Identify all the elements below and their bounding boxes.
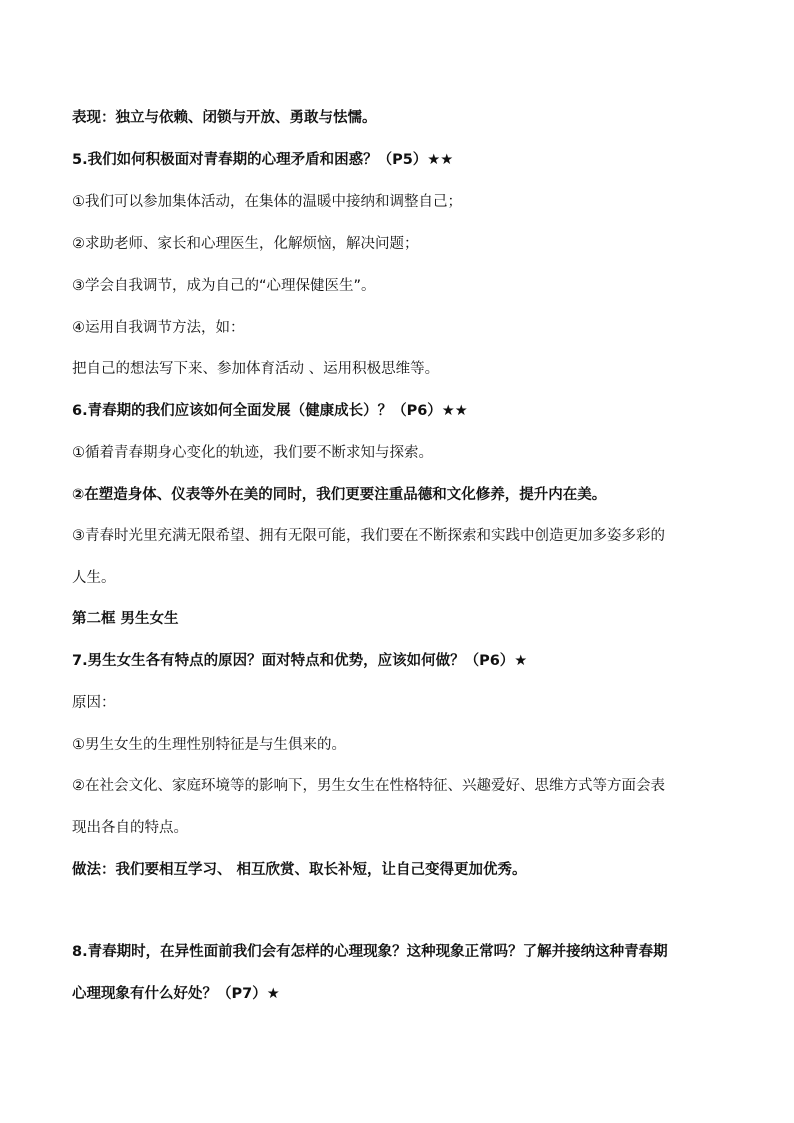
reason-item-2: ②在社会文化、家庭环境等的影响下，男生女生在性格特征、兴趣爱好、思维方式等方面会表	[72, 778, 665, 794]
reason-label: 原因：	[72, 695, 116, 711]
question-7-heading: 7.男生女生各有特点的原因？面对特点和优势，应该如何做？（P6）★	[72, 653, 528, 669]
expression-line: 表现：独立与依赖、闭锁与开放、勇敢与怯懦。	[72, 110, 377, 126]
question-8-heading-cont: 心理现象有什么好处？（P7）★	[72, 986, 280, 1002]
answer-5-item-2: ②求助老师、家长和心理医生，化解烦恼，解决问题；	[72, 236, 419, 252]
section-heading: 第二框 男生女生	[72, 611, 179, 627]
answer-6-item-3: ③青春时光里充满无限希望、拥有无限可能，我们要在不断探索和实践中创造更加多姿多彩的	[72, 528, 665, 544]
reason-item-2-cont: 现出各自的特点。	[72, 820, 188, 836]
answer-6-item-2: ②在塑造身体、仪表等外在美的同时，我们更要注重品德和文化修养，提升内在美。	[72, 487, 607, 503]
answer-5-item-4-detail: 把自己的想法写下来、参加体育活动 、运用积极思维等。	[72, 361, 440, 377]
answer-5-item-4: ④运用自我调节方法，如：	[72, 320, 245, 336]
reason-item-1: ①男生女生的生理性别特征是与生俱来的。	[72, 737, 346, 753]
answer-6-item-3-cont: 人生。	[72, 570, 116, 586]
question-6-heading: 6.青春期的我们应该如何全面发展（健康成长）？（P6）★★	[72, 403, 468, 419]
answer-5-item-1: ①我们可以参加集体活动，在集体的温暖中接纳和调整自己；	[72, 194, 462, 210]
question-5-heading: 5.我们如何积极面对青春期的心理矛盾和困惑？（P5）★★	[72, 152, 454, 168]
method-line: 做法：我们要相互学习、 相互欣赏、取长补短，让自己变得更加优秀。	[72, 862, 527, 878]
answer-6-item-1: ①循着青春期身心变化的轨迹，我们要不断求知与探索。	[72, 445, 433, 461]
answer-5-item-3: ③学会自我调节，成为自己的“心理保健医生”。	[72, 278, 376, 294]
question-8-heading: 8.青春期时，在异性面前我们会有怎样的心理现象？这种现象正常吗？了解并接纳这种青春期	[72, 944, 668, 960]
